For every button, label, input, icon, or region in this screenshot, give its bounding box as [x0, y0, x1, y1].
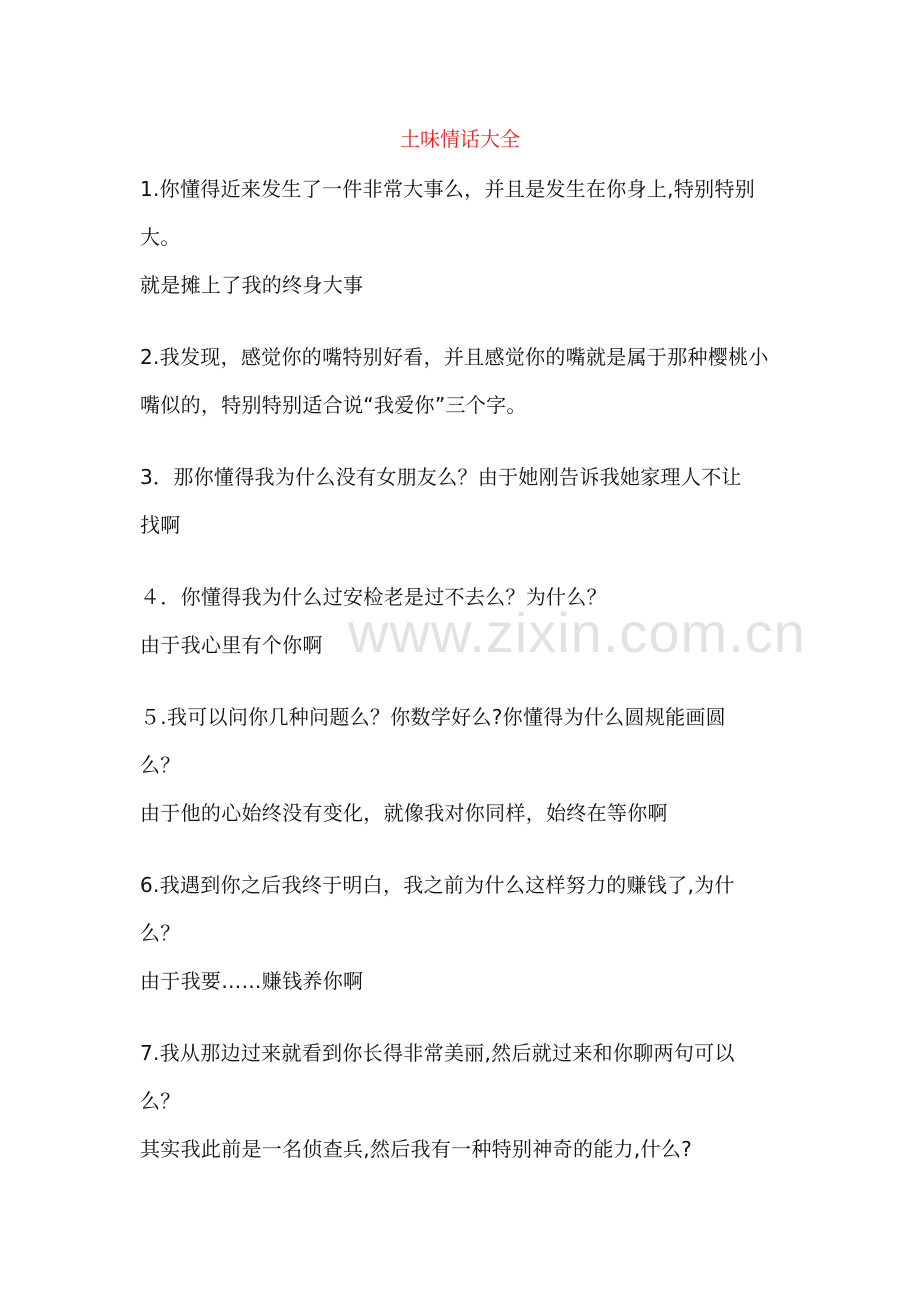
- text-line-17: 么？: [140, 1089, 181, 1113]
- text-line-14: 么？: [140, 921, 181, 945]
- text-line-15: 由于我要……赚钱养你啊: [140, 969, 364, 993]
- text-line-4: 2.我发现，感觉你的嘴特别好看，并且感觉你的嘴就是属于那种樱桃小: [140, 345, 769, 369]
- text-line-13: 6.我遇到你之后我终于明白，我之前为什么这样努力的赚钱了,为什: [140, 873, 735, 897]
- document-title: 土味情话大全: [400, 127, 520, 151]
- text-line-2: 大。: [140, 225, 181, 249]
- text-line-10: ５.我可以问你几种问题么？你数学好么?你懂得为什么圆规能画圆: [140, 705, 726, 729]
- text-line-5: 嘴似的，特别特别适合说“我爱你”三个字。: [140, 393, 527, 417]
- text-line-11: 么？: [140, 753, 181, 777]
- watermark: www.zixin.com.cn: [348, 601, 806, 664]
- text-line-18: 其实我此前是一名侦查兵,然后我有一种特别神奇的能力,什么?: [140, 1137, 693, 1161]
- text-line-7: 找啊: [140, 513, 181, 537]
- text-line-6: 3．那你懂得我为什么没有女朋友么？由于她刚告诉我她家理人不让: [140, 465, 742, 489]
- text-line-8: ４．你懂得我为什么过安检老是过不去么？为什么？: [140, 585, 607, 609]
- text-line-9: 由于我心里有个你啊: [140, 633, 323, 657]
- text-line-3: 就是摊上了我的终身大事: [140, 273, 364, 297]
- text-line-1: 1.你懂得近来发生了一件非常大事么，并且是发生在你身上,特别特别: [140, 177, 756, 201]
- text-line-12: 由于他的心始终没有变化，就像我对你同样，始终在等你啊: [140, 801, 668, 825]
- text-line-16: 7.我从那边过来就看到你长得非常美丽,然后就过来和你聊两句可以: [140, 1041, 735, 1065]
